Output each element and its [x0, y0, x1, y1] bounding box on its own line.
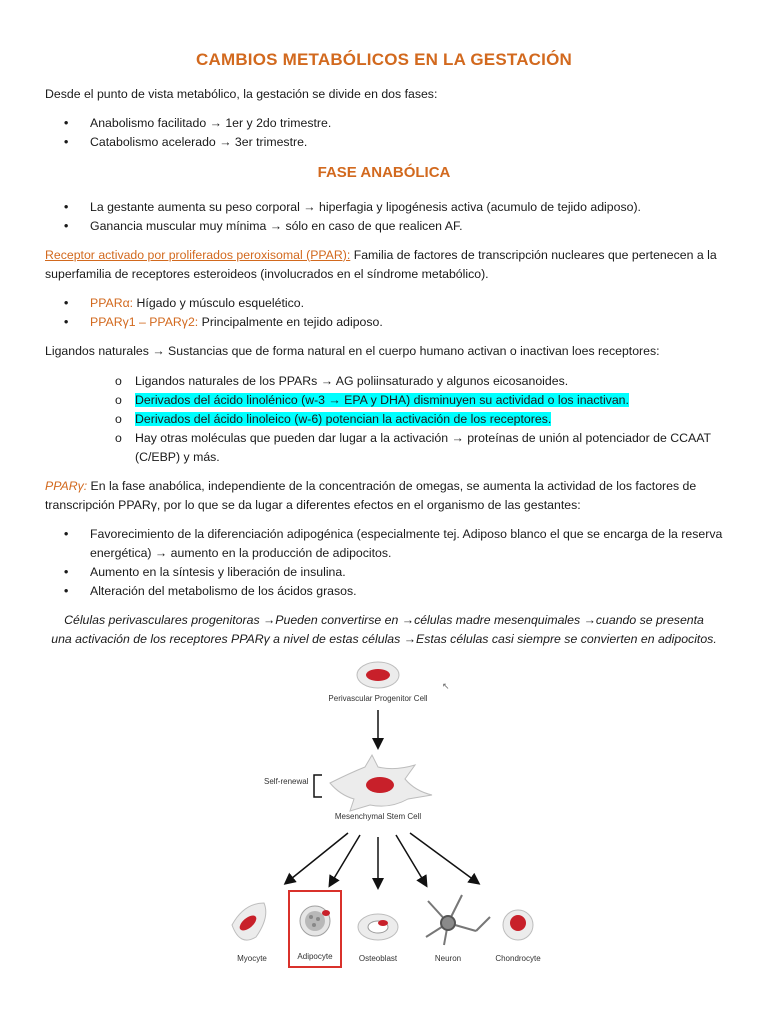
bullet: • — [64, 584, 69, 598]
cursor-icon: ↖ — [442, 681, 450, 691]
ppar-gamma-term: PPARγ1 – PPARγ2: — [90, 315, 199, 329]
adipocyte-label: Adipocyte — [297, 952, 333, 961]
ppar-definition — [45, 246, 725, 284]
adipocyte-cell — [300, 906, 330, 936]
list-item: • PPARα: Hígado y músculo esquelético. — [70, 294, 725, 313]
sub-bullet: o — [115, 374, 122, 388]
bullet: • — [64, 200, 69, 214]
progenitor-label: Perivascular Progenitor Cell — [328, 694, 428, 703]
bullet: • — [64, 315, 69, 329]
list-item: • Aumento en la síntesis y liberación de insulina. — [70, 563, 725, 582]
neuron-cell — [426, 895, 490, 945]
list-item: • Anabolismo facilitado → 1er y 2do trimestre. — [70, 114, 725, 133]
ppary-paragraph: PPARγ: En la fase anabólica, independiente de la concentración de omegas, se aumenta la actividad de los factores de transcripción PPARγ, por lo que se da lugar a diferentes efectos en el organismo de las gestantes: — [45, 479, 697, 512]
osteoblast-label: Osteoblast — [358, 954, 398, 963]
ppar-text: Familia de factores de transcripción nucleares que pertenecen a la superfamilia de receptores esteroideos (involucrados en el síndrome metabólico). — [45, 248, 717, 281]
sub-bullet: o — [115, 431, 122, 445]
myocyte-label: Myocyte — [237, 954, 267, 963]
page-title: CAMBIOS METABÓLICOS EN LA GESTACIÓN — [196, 50, 572, 69]
osteoblast-cell — [358, 914, 398, 940]
mesenchymal-stem-cell — [330, 755, 432, 811]
intro-paragraph: Desde el punto de vista metabólico, la gestación se divide en dos fases: — [45, 87, 438, 101]
list-item: o Ligandos naturales de los PPARs → AG poliinsaturado y algunos eicosanoides. — [115, 372, 725, 391]
chondrocyte-cell — [503, 910, 533, 940]
stem-cell-label: Mesenchymal Stem Cell — [334, 812, 422, 821]
ppar-alpha-term: PPARα: — [90, 296, 134, 310]
chondrocyte-label: Chondrocyte — [495, 954, 541, 963]
ppary-term: PPARγ: — [45, 479, 88, 493]
bullet: • — [64, 527, 69, 541]
arrow — [330, 835, 360, 885]
highlighted-text: Derivados del ácido linolénico (w-3 → EPA y DHA) disminuyen su actividad o los inactivan. — [135, 393, 629, 407]
bullet: • — [64, 116, 69, 130]
section-title: FASE ANABÓLICA — [317, 164, 451, 181]
cell-differentiation-diagram — [200, 655, 580, 975]
self-renewal-bracket — [314, 775, 322, 797]
list-item: • Catabolismo acelerado → 3er trimestre. — [70, 133, 725, 152]
myocyte-cell — [232, 903, 266, 940]
sub-bullet: o — [115, 412, 122, 426]
list-item: • Alteración del metabolismo de los ácidos grasos. — [70, 582, 725, 601]
ligands-intro: Ligandos naturales → Sustancias que de forma natural en el cuerpo humano activan o inactivan loes receptores: — [45, 344, 660, 358]
neuron-label: Neuron — [434, 954, 462, 963]
bullet: • — [64, 565, 69, 579]
sub-bullet: o — [115, 393, 122, 407]
list-item: • Ganancia muscular muy mínima → sólo en caso de que realicen AF. — [70, 217, 725, 236]
ppar-term: Receptor activado por proliferados peroxisomal (PPAR): — [45, 248, 351, 262]
list-item: • La gestante aumenta su peso corporal → hiperfagia y lipogénesis activa (acumulo de tejido adiposo). — [70, 198, 725, 217]
bullet: • — [64, 296, 69, 310]
list-item: • Favorecimiento de la diferenciación adipogénica (especialmente tej. Adiposo blanco el que se encarga de la reserva energética) → aumento en la producción de adipocitos. — [64, 527, 723, 560]
list-item — [115, 410, 725, 429]
list-item: o Hay otras moléculas que pueden dar lugar a la activación → proteínas de unión al potenciador de CCAAT (C/EBP) y más. — [115, 431, 711, 464]
bullet: • — [64, 219, 69, 233]
arrow — [286, 833, 348, 883]
list-item: • PPARγ1 – PPARγ2: Principalmente en tejido adiposo. — [70, 313, 725, 332]
highlighted-text: Derivados del ácido linoleico (w-6) potencian la activación de los receptores. — [135, 412, 552, 426]
self-renewal-label: Self-renewal — [264, 777, 309, 786]
italic-summary-line: una activación de los receptores PPARγ a nivel de estas células →Estas células casi siempre se convierten en adipocitos. — [51, 632, 717, 646]
arrow — [396, 835, 426, 885]
perivascular-progenitor-cell — [357, 662, 399, 688]
italic-summary-line: Células perivasculares progenitoras →Pueden convertirse en →células madre mesenquimales →cuando se presenta — [64, 613, 704, 627]
bullet: • — [64, 135, 69, 149]
list-item — [115, 391, 725, 410]
